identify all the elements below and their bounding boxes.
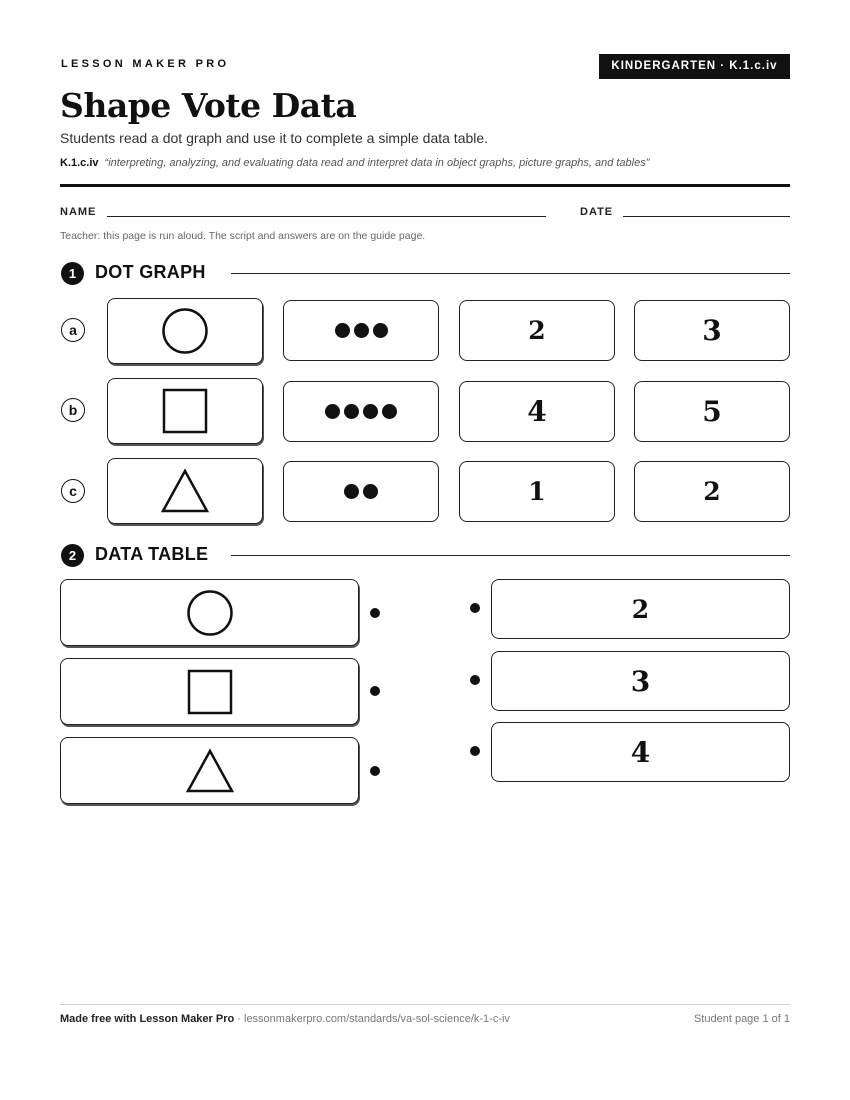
dot [335, 323, 350, 338]
standard-line [60, 157, 649, 169]
circle-icon [161, 307, 209, 355]
match-dot-left-1[interactable] [370, 608, 380, 618]
footer-made-with: Made free with Lesson Maker Pro [60, 1013, 235, 1025]
match-shape-square[interactable] [60, 658, 359, 725]
dot [344, 404, 359, 419]
match-number-value: 4 [630, 735, 651, 769]
row-letter-a: a [61, 318, 85, 342]
match-dot-right-2[interactable] [470, 675, 480, 685]
name-label: NAME [60, 206, 97, 218]
section1-title: DOT GRAPH [95, 262, 206, 282]
shape-card-circle [107, 298, 263, 364]
match-dot-left-3[interactable] [370, 766, 380, 776]
match-number-value: 3 [630, 664, 651, 698]
dot-group-c [344, 484, 378, 499]
section1-number: 1 [61, 262, 84, 285]
dot [354, 323, 369, 338]
square-icon [162, 388, 208, 434]
match-number-2[interactable] [491, 651, 790, 711]
header-divider [60, 184, 790, 187]
dot-card-c [283, 461, 439, 522]
dot [344, 484, 359, 499]
page-title: Shape Vote Data [60, 86, 357, 125]
footer-page-number: Student page 1 of 1 [693, 1013, 790, 1025]
teacher-note: Teacher: this page is run aloud. The script and answers are on the guide page. [60, 230, 426, 242]
match-number-1[interactable] [491, 579, 790, 639]
dot-card-a [283, 300, 439, 361]
circle-icon [186, 589, 234, 637]
shape-card-triangle [107, 458, 263, 524]
answer-option-c2[interactable] [634, 461, 790, 522]
answer-option-b2[interactable] [634, 381, 790, 442]
dot [325, 404, 340, 419]
date-label: DATE [580, 206, 614, 218]
section2-rule [231, 555, 790, 556]
match-dot-right-3[interactable] [470, 746, 480, 756]
footer-url[interactable]: lessonmakerpro.com/standards/va-sol-science/k-1-c-iv [244, 1013, 510, 1025]
date-field[interactable] [623, 216, 790, 217]
option-number: 4 [527, 395, 547, 428]
section2-title: DATA TABLE [95, 544, 209, 564]
footer-divider [60, 1004, 790, 1005]
name-field[interactable] [107, 216, 546, 217]
answer-option-a1[interactable] [459, 300, 615, 361]
triangle-icon [160, 468, 210, 514]
dot-card-b [283, 381, 439, 442]
dot-group-b [325, 404, 397, 419]
match-shape-circle[interactable] [60, 579, 359, 646]
answer-option-c1[interactable] [459, 461, 615, 522]
match-dot-right-1[interactable] [470, 603, 480, 613]
square-icon [187, 669, 233, 715]
dot [373, 323, 388, 338]
dot [363, 484, 378, 499]
option-number: 2 [528, 316, 546, 345]
brand-name: LESSON MAKER PRO [61, 58, 230, 70]
match-shape-triangle[interactable] [60, 737, 359, 804]
grade-standard-badge: KINDERGARTEN · K.1.c.iv [599, 54, 790, 79]
match-dot-left-2[interactable] [370, 686, 380, 696]
shape-card-square [107, 378, 263, 444]
row-letter-c: c [61, 479, 85, 503]
section2-number: 2 [61, 544, 84, 567]
triangle-icon [185, 748, 235, 794]
standard-text: “interpreting, analyzing, and evaluating data read and interpret data in object graphs, picture graphs, and tables” [104, 157, 650, 169]
footer-credit [60, 1013, 510, 1025]
dot [363, 404, 378, 419]
answer-option-b1[interactable] [459, 381, 615, 442]
standard-code: K.1.c.iv [60, 157, 99, 169]
page-subtitle: Students read a dot graph and use it to complete a simple data table. [60, 130, 489, 146]
section1-rule [231, 273, 790, 274]
option-number: 3 [702, 314, 722, 347]
dot-group-a [335, 323, 388, 338]
option-number: 5 [702, 395, 722, 428]
option-number: 2 [703, 477, 721, 506]
option-number: 1 [528, 477, 546, 506]
match-number-3[interactable] [491, 722, 790, 782]
footer-separator: · [234, 1013, 244, 1025]
match-number-value: 2 [631, 594, 650, 624]
row-letter-b: b [61, 398, 85, 422]
dot [382, 404, 397, 419]
answer-option-a2[interactable] [634, 300, 790, 361]
